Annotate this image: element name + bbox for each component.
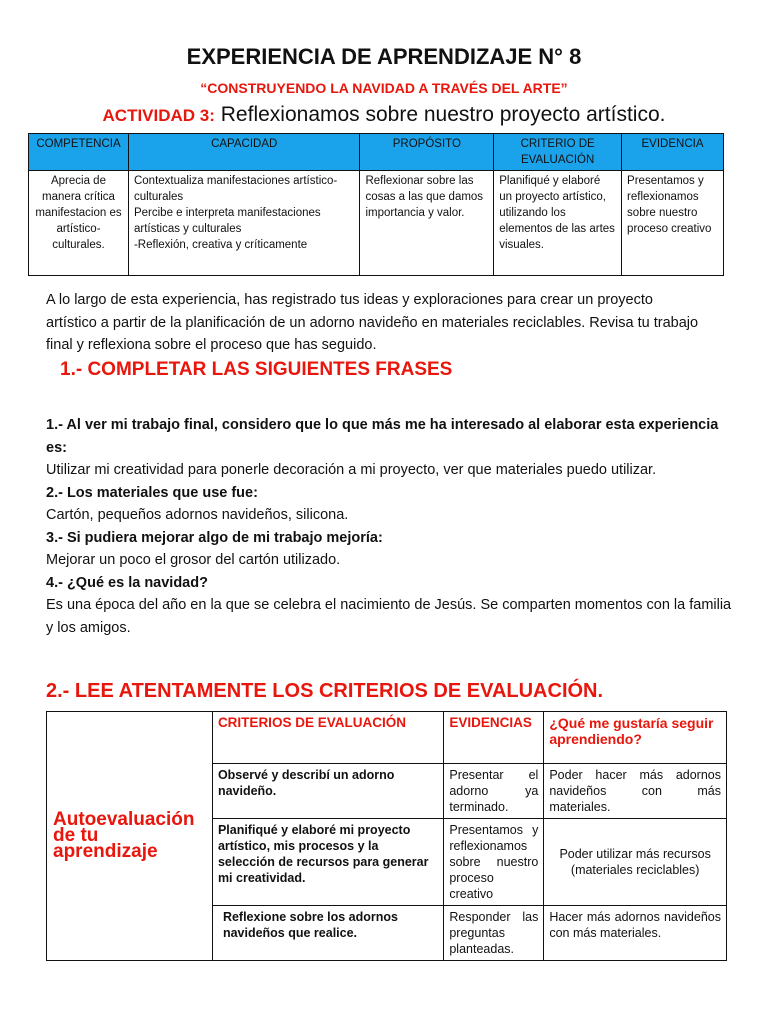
questions-list <box>46 414 736 639</box>
section1-title: 1.- COMPLETAR LAS SIGUIENTES FRASES <box>60 359 453 380</box>
row3-criterio: Reflexione sobre los adornos navideños que realice. <box>212 906 443 961</box>
row1-evidencia: Presentar el adorno ya terminado. <box>444 764 544 819</box>
capacidad-line: -Reflexión, creativa y críticamente <box>133 239 308 251</box>
answer-3: Mejorar un poco el grosor del cartón utilizado. <box>46 552 341 568</box>
header-evidencias: EVIDENCIAS <box>444 712 544 764</box>
evaluation-table <box>46 711 727 961</box>
header-aprender: ¿Qué me gustaría seguir aprendiendo? <box>544 712 727 764</box>
header-capacidad: CAPACIDAD <box>128 134 359 171</box>
row2-criterio: Planifiqué y elaboré mi proyecto artístico, mis procesos y la selección de recursos para generar mi creatividad. <box>212 819 443 906</box>
question-2: 2.- Los materiales que use fue: <box>46 484 258 501</box>
page-subtitle: “CONSTRUYENDO LA NAVIDAD A TRAVÉS DEL ARTE” <box>200 80 568 96</box>
header-competencia: COMPETENCIA <box>29 134 129 171</box>
header-criterio: CRITERIO DE EVALUACIÓN <box>494 134 622 171</box>
header-proposito: PROPÓSITO <box>360 134 494 171</box>
cell-competencia: Aprecia de manera crítica manifestacion es artístico-culturales. <box>29 171 129 276</box>
question-3: 3.- Si pudiera mejorar algo de mi trabajo mejoría: <box>46 529 383 546</box>
answer-2: Cartón, pequeños adornos navideños, silicona. <box>46 507 349 523</box>
question-4: 4.- ¿Qué es la navidad? <box>46 574 208 591</box>
row1-criterio: Observé y describí un adorno navideño. <box>212 764 443 819</box>
row3-aprender: Hacer más adornos navideños con más materiales. <box>544 906 727 961</box>
row1-aprender: Poder hacer más adornos navideños con más materiales. <box>544 764 727 819</box>
evaluation-table-header <box>47 712 727 764</box>
self-evaluation-label: Autoevaluación de tu aprendizaje <box>47 712 213 961</box>
activity-text: Reflexionamos sobre nuestro proyecto artístico. <box>220 103 666 126</box>
header-evidencia: EVIDENCIA <box>622 134 724 171</box>
capacidad-line: Percibe e interpreta manifestaciones artísticas y culturales <box>133 207 321 235</box>
competency-table-header <box>29 134 724 171</box>
row3-evidencia: Responder las preguntas planteadas. <box>444 906 544 961</box>
cell-capacidad <box>128 171 359 276</box>
answer-1: Utilizar mi creatividad para ponerle decoración a mi proyecto, ver que materiales puedo utilizar. <box>46 462 657 478</box>
cell-evidencia: Presentamos y reflexionamos sobre nuestro proceso creativo <box>622 171 724 276</box>
row2-aprender: Poder utilizar más recursos (materiales reciclables) <box>544 819 727 906</box>
header-criterios: CRITERIOS DE EVALUACIÓN <box>212 712 443 764</box>
cell-criterio: Planifiqué y elaboré un proyecto artístico, utilizando los elementos de las artes visuales. <box>494 171 622 276</box>
competency-table <box>28 133 724 276</box>
cell-proposito: Reflexionar sobre las cosas a las que damos importancia y valor. <box>360 171 494 276</box>
capacidad-line: Contextualiza manifestaciones artístico-culturales <box>133 175 338 203</box>
page-title: EXPERIENCIA DE APRENDIZAJE N° 8 <box>186 44 582 69</box>
row2-evidencia: Presentamos y reflexionamos sobre nuestro proceso creativo <box>444 819 544 906</box>
competency-table-row <box>29 171 724 276</box>
activity-heading <box>0 103 768 127</box>
section2-title: 2.- LEE ATENTAMENTE LOS CRITERIOS DE EVALUACIÓN. <box>46 680 604 702</box>
intro-paragraph: A lo largo de esta experiencia, has registrado tus ideas y exploraciones para crear un proyecto artístico a partir de la planificación de un adorno navideño en materiales reciclables. Revisa tu trabajo final y reflexiona sobre el proceso que has seguido. <box>46 292 699 353</box>
activity-label: ACTIVIDAD 3: <box>102 106 215 125</box>
answer-4: Es una época del año en la que se celebra el nacimiento de Jesús. Se comparten momentos con la familia y los amigos. <box>46 597 732 636</box>
question-1: 1.- Al ver mi trabajo final, considero que lo que más me ha interesado al elaborar esta experiencia es: <box>46 417 719 456</box>
